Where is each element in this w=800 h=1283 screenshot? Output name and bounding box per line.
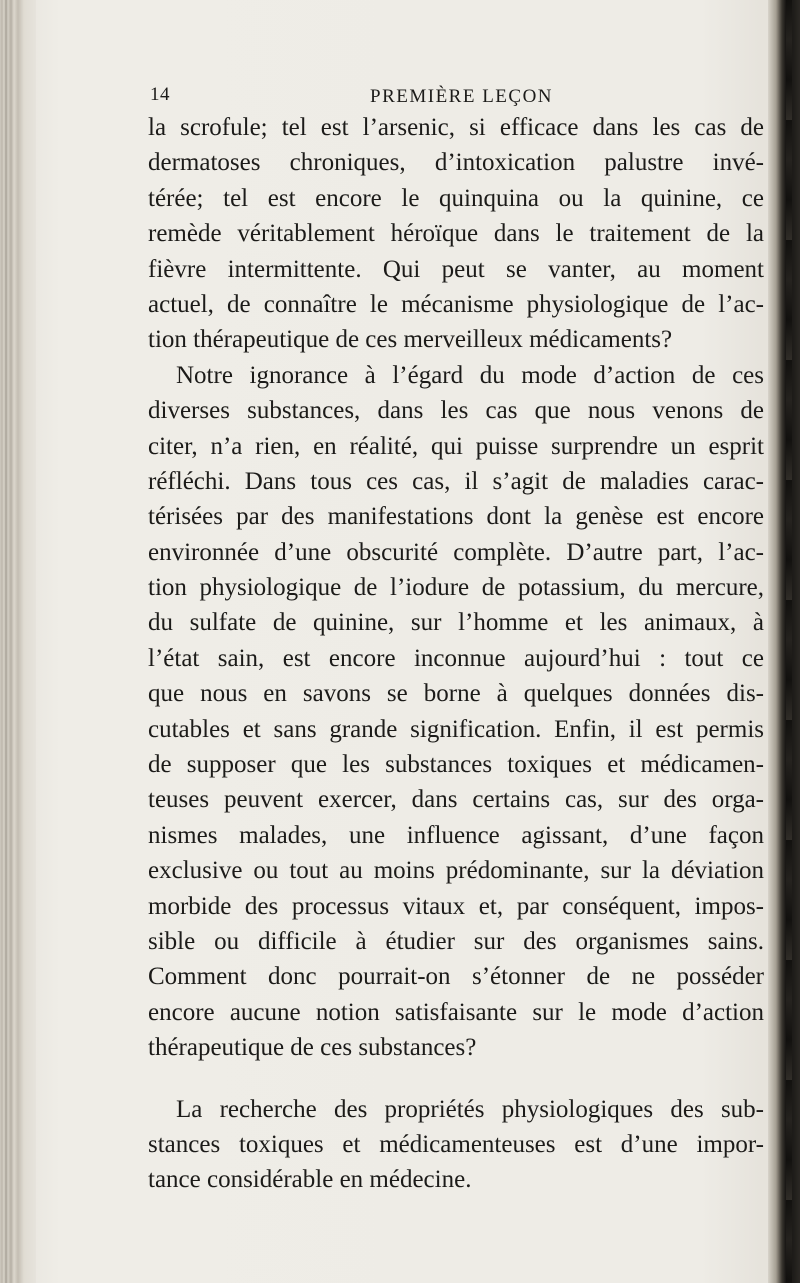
paragraph <box>148 1092 764 1198</box>
text-line: citer, n’a rien, en réalité, qui puisse surprendre un esprit <box>148 432 764 460</box>
page-number: 14 <box>150 84 170 105</box>
text-line: encore aucune notion satisfaisante sur le mode d’action <box>148 998 764 1026</box>
paragraph <box>148 358 764 1066</box>
text-line: actuel, de connaître le mécanisme physiologique de l’ac- <box>148 290 764 318</box>
text-line: térisées par des manifestations dont la genèse est encore <box>148 503 764 531</box>
page-edge-strip <box>786 0 792 1283</box>
running-head <box>150 84 790 112</box>
text-line: du sulfate de quinine, sur l’homme et les animaux, à <box>148 609 764 637</box>
text-line: cutables et sans grande signification. Enfin, il est permis <box>148 715 764 743</box>
text-line: remède véritablement héroïque dans le traitement de la <box>148 220 764 248</box>
text-line: diverses substances, dans les cas que nous venons de <box>148 397 764 425</box>
page-edge-shadow <box>768 0 800 1283</box>
book-binding-edge <box>0 0 36 1283</box>
text-line: de supposer que les substances toxiques et médicamen- <box>148 751 764 779</box>
text-line: Comment donc pourrait-on s’étonner de ne posséder <box>148 963 764 991</box>
text-line: La recherche des propriétés physiologiques des sub- <box>176 1095 764 1123</box>
text-line: sible ou difficile à étudier sur des organismes sains. <box>148 927 764 955</box>
text-line: fièvre intermittente. Qui peut se vanter, au moment <box>148 255 764 283</box>
text-line: teuses peuvent exercer, dans certains cas, sur des orga- <box>148 786 764 814</box>
chapter-title: PREMIÈRE LEÇON <box>370 86 554 107</box>
text-line: environnée d’une obscurité complète. D’autre part, l’ac- <box>148 538 764 566</box>
text-line: tion physiologique de l’iodure de potassium, du mercure, <box>148 574 764 602</box>
text-line: morbide des processus vitaux et, par conséquent, impos- <box>148 892 764 920</box>
paragraph-spacer <box>148 1066 764 1092</box>
text-line: dermatoses chroniques, d’intoxication palustre invé- <box>148 149 764 177</box>
text-line: stances toxiques et médicamenteuses est d’une impor- <box>148 1130 764 1158</box>
text-line: tance considérable en médecine. <box>148 1166 472 1194</box>
body-text <box>148 110 764 1198</box>
text-line: que nous en savons se borne à quelques données dis- <box>148 680 764 708</box>
text-line: Notre ignorance à l’égard du mode d’action de ces <box>176 361 764 389</box>
text-line: l’état sain, est encore inconnue aujourd’hui : tout ce <box>148 644 764 672</box>
text-line: tion thérapeutique de ces merveilleux médicaments? <box>148 326 673 354</box>
text-line: thérapeutique de ces substances? <box>148 1034 477 1062</box>
text-line: réfléchi. Dans tous ces cas, il s’agit de maladies carac- <box>148 467 764 495</box>
paragraph <box>148 110 764 358</box>
text-line: nismes malades, une influence agissant, d’une façon <box>148 821 764 849</box>
text-line: exclusive ou tout au moins prédominante, sur la déviation <box>148 857 764 885</box>
text-line: la scrofule; tel est l’arsenic, si efficace dans les cas de <box>148 114 764 141</box>
text-line: térée; tel est encore le quinquina ou la quinine, ce <box>148 184 764 212</box>
